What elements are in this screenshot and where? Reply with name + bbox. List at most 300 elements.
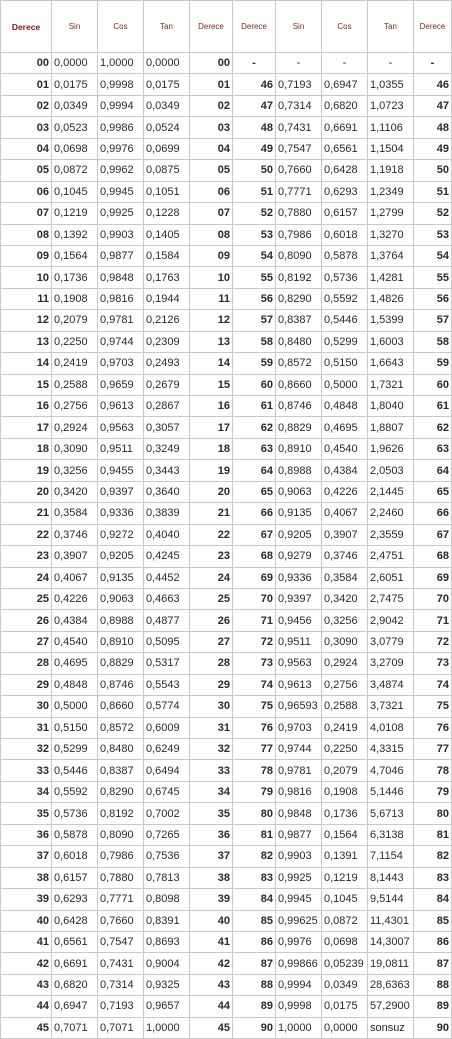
degree-cell: 82 bbox=[233, 846, 276, 867]
sin-cell: 0,5592 bbox=[52, 781, 98, 802]
cos-cell: 0,8572 bbox=[98, 717, 144, 738]
degree-cell: 50 bbox=[233, 160, 276, 181]
tan-cell: 1,8040 bbox=[368, 396, 414, 417]
degree-cell: 32 bbox=[1, 739, 52, 760]
degree-cell: 07 bbox=[1, 203, 52, 224]
degree-cell: 55 bbox=[233, 267, 276, 288]
table-row bbox=[1, 803, 452, 824]
degree-cell: 37 bbox=[1, 846, 52, 867]
degree-cell: 41 bbox=[1, 931, 52, 952]
table-row bbox=[1, 588, 452, 609]
cos-cell: 0,3584 bbox=[322, 567, 368, 588]
tan-cell: 5,6713 bbox=[368, 803, 414, 824]
table-row bbox=[1, 546, 452, 567]
degree-cell: 30 bbox=[1, 696, 52, 717]
cos-cell: 0,9744 bbox=[98, 331, 144, 352]
cos-cell: 0,9945 bbox=[98, 181, 144, 202]
degree-cell: 88 bbox=[414, 974, 452, 995]
cos-cell: 0,9063 bbox=[98, 588, 144, 609]
degree-cell: 06 bbox=[190, 181, 233, 202]
tan-cell: - bbox=[368, 53, 414, 74]
degree-cell: 23 bbox=[190, 546, 233, 567]
degree-cell: 57 bbox=[233, 310, 276, 331]
cos-cell: 0,2756 bbox=[322, 674, 368, 695]
tan-cell: 2,1445 bbox=[368, 481, 414, 502]
degree-cell: 55 bbox=[414, 267, 452, 288]
sin-cell: 0,0000 bbox=[52, 53, 98, 74]
tan-cell: sonsuz bbox=[368, 1017, 414, 1038]
tan-cell: 0,5317 bbox=[144, 653, 190, 674]
degree-cell: 41 bbox=[190, 931, 233, 952]
degree-cell: 81 bbox=[233, 824, 276, 845]
cos-cell: 0,1908 bbox=[322, 781, 368, 802]
degree-cell: 89 bbox=[233, 996, 276, 1017]
sin-cell: 0,5736 bbox=[52, 803, 98, 824]
sin-cell: 0,7547 bbox=[276, 138, 322, 159]
cos-cell: 0,4695 bbox=[322, 417, 368, 438]
degree-cell: 53 bbox=[233, 224, 276, 245]
cos-cell: 0,8387 bbox=[98, 760, 144, 781]
tan-cell: 0,1405 bbox=[144, 224, 190, 245]
degree-cell: 61 bbox=[414, 396, 452, 417]
cos-cell: 0,7771 bbox=[98, 889, 144, 910]
degree-cell: 27 bbox=[190, 631, 233, 652]
tan-cell: 0,2679 bbox=[144, 374, 190, 395]
table-row bbox=[1, 138, 452, 159]
sin-cell: 0,3746 bbox=[52, 524, 98, 545]
sin-cell: 0,1908 bbox=[52, 288, 98, 309]
sin-cell: 0,7880 bbox=[276, 203, 322, 224]
cos-cell: 0,4067 bbox=[322, 503, 368, 524]
table-row bbox=[1, 396, 452, 417]
degree-cell: 26 bbox=[190, 610, 233, 631]
degree-cell: 58 bbox=[414, 331, 452, 352]
cos-cell: 0,9986 bbox=[98, 117, 144, 138]
sin-cell: 0,3584 bbox=[52, 503, 98, 524]
degree-cell: 46 bbox=[233, 74, 276, 95]
tan-cell: 1,6003 bbox=[368, 331, 414, 352]
cos-cell: 0,5299 bbox=[322, 331, 368, 352]
table-row bbox=[1, 696, 452, 717]
cos-cell: 0,2419 bbox=[322, 717, 368, 738]
degree-cell: 90 bbox=[233, 1017, 276, 1038]
degree-cell: 35 bbox=[190, 803, 233, 824]
degree-cell: 28 bbox=[190, 653, 233, 674]
table-row bbox=[1, 310, 452, 331]
cos-cell: 0,0175 bbox=[322, 996, 368, 1017]
cos-cell: 0,7193 bbox=[98, 996, 144, 1017]
sin-cell: 0,6157 bbox=[52, 867, 98, 888]
tan-cell: 0,3057 bbox=[144, 417, 190, 438]
table-row bbox=[1, 353, 452, 374]
tan-cell: 3,7321 bbox=[368, 696, 414, 717]
degree-cell: - bbox=[233, 53, 276, 74]
sin-cell: 0,7660 bbox=[276, 160, 322, 181]
cos-cell: 0,6691 bbox=[322, 117, 368, 138]
degree-cell: 35 bbox=[1, 803, 52, 824]
cos-cell: 0,5736 bbox=[322, 267, 368, 288]
degree-cell: 01 bbox=[1, 74, 52, 95]
tan-cell: 2,7475 bbox=[368, 588, 414, 609]
table-row bbox=[1, 1017, 452, 1038]
degree-cell: 52 bbox=[233, 203, 276, 224]
degree-cell: 15 bbox=[1, 374, 52, 395]
cos-cell: 0,2079 bbox=[322, 760, 368, 781]
cos-cell: 0,5000 bbox=[322, 374, 368, 395]
sin-cell: 0,4226 bbox=[52, 588, 98, 609]
sin-cell: 0,2924 bbox=[52, 417, 98, 438]
degree-cell: 39 bbox=[190, 889, 233, 910]
degree-cell: 13 bbox=[190, 331, 233, 352]
degree-cell: 31 bbox=[190, 717, 233, 738]
sin-cell: 0,1392 bbox=[52, 224, 98, 245]
table-row bbox=[1, 674, 452, 695]
table-row bbox=[1, 974, 452, 995]
tan-cell: 1,3270 bbox=[368, 224, 414, 245]
tan-cell: 0,1944 bbox=[144, 288, 190, 309]
degree-cell: 25 bbox=[190, 588, 233, 609]
tan-cell: 0,7002 bbox=[144, 803, 190, 824]
sin-cell: 0,9456 bbox=[276, 610, 322, 631]
degree-cell: 85 bbox=[414, 910, 452, 931]
degree-cell: 14 bbox=[190, 353, 233, 374]
cos-cell: 0,8660 bbox=[98, 696, 144, 717]
tan-cell: 0,2493 bbox=[144, 353, 190, 374]
degree-cell: 40 bbox=[1, 910, 52, 931]
sin-cell: 0,9336 bbox=[276, 567, 322, 588]
table-row bbox=[1, 374, 452, 395]
degree-cell: 13 bbox=[1, 331, 52, 352]
degree-cell: 62 bbox=[414, 417, 452, 438]
degree-cell: 51 bbox=[233, 181, 276, 202]
tan-cell: 0,3839 bbox=[144, 503, 190, 524]
degree-cell: 57 bbox=[414, 310, 452, 331]
tan-cell: 0,4452 bbox=[144, 567, 190, 588]
degree-cell: 73 bbox=[414, 653, 452, 674]
cos-cell: 0,6293 bbox=[322, 181, 368, 202]
sin-cell: 0,4848 bbox=[52, 674, 98, 695]
sin-cell: - bbox=[276, 53, 322, 74]
degree-cell: 83 bbox=[233, 867, 276, 888]
tan-cell: 57,2900 bbox=[368, 996, 414, 1017]
cos-cell: 0,9659 bbox=[98, 374, 144, 395]
degree-cell: 85 bbox=[233, 910, 276, 931]
tan-cell: 0,0000 bbox=[144, 53, 190, 74]
degree-cell: 22 bbox=[1, 524, 52, 545]
cos-cell: 0,4540 bbox=[322, 438, 368, 459]
degree-cell: 86 bbox=[414, 931, 452, 952]
cos-cell: 0,7547 bbox=[98, 931, 144, 952]
tan-cell: 0,2309 bbox=[144, 331, 190, 352]
degree-cell: 76 bbox=[414, 717, 452, 738]
degree-cell: 18 bbox=[1, 438, 52, 459]
table-row bbox=[1, 267, 452, 288]
cos-cell: 0,7431 bbox=[98, 953, 144, 974]
tan-cell: 0,3249 bbox=[144, 438, 190, 459]
cos-cell: 0,1045 bbox=[322, 889, 368, 910]
cos-cell: 0,8090 bbox=[98, 824, 144, 845]
tan-cell: 0,8693 bbox=[144, 931, 190, 952]
sin-cell: 0,6820 bbox=[52, 974, 98, 995]
degree-cell: 67 bbox=[233, 524, 276, 545]
header-sin-right: Sin bbox=[276, 1, 322, 53]
degree-cell: 47 bbox=[414, 95, 452, 116]
degree-cell: 36 bbox=[1, 824, 52, 845]
cos-cell: 0,9205 bbox=[98, 546, 144, 567]
tan-cell: 0,4877 bbox=[144, 610, 190, 631]
degree-cell: 74 bbox=[414, 674, 452, 695]
header-tan-left: Tan bbox=[144, 1, 190, 53]
table-row bbox=[1, 481, 452, 502]
table-row bbox=[1, 203, 452, 224]
degree-cell: 26 bbox=[1, 610, 52, 631]
degree-cell: 38 bbox=[1, 867, 52, 888]
degree-cell: 40 bbox=[190, 910, 233, 931]
sin-cell: 0,8988 bbox=[276, 460, 322, 481]
degree-cell: 42 bbox=[1, 953, 52, 974]
sin-cell: 0,1736 bbox=[52, 267, 98, 288]
table-row bbox=[1, 74, 452, 95]
tan-cell: 1,3764 bbox=[368, 245, 414, 266]
sin-cell: 0,8746 bbox=[276, 396, 322, 417]
table-row bbox=[1, 53, 452, 74]
degree-cell: 81 bbox=[414, 824, 452, 845]
degree-cell: 45 bbox=[1, 1017, 52, 1038]
degree-cell: 66 bbox=[233, 503, 276, 524]
degree-cell: 63 bbox=[414, 438, 452, 459]
sin-cell: 0,9613 bbox=[276, 674, 322, 695]
sin-cell: 0,2588 bbox=[52, 374, 98, 395]
tan-cell: 1,1106 bbox=[368, 117, 414, 138]
degree-cell: 31 bbox=[1, 717, 52, 738]
degree-cell: 10 bbox=[1, 267, 52, 288]
tan-cell: 6,3138 bbox=[368, 824, 414, 845]
cos-cell: 0,4848 bbox=[322, 396, 368, 417]
tan-cell: 1,6643 bbox=[368, 353, 414, 374]
sin-cell: 0,4540 bbox=[52, 631, 98, 652]
sin-cell: 0,6428 bbox=[52, 910, 98, 931]
cos-cell: 0,6561 bbox=[322, 138, 368, 159]
cos-cell: 0,2924 bbox=[322, 653, 368, 674]
table-row bbox=[1, 953, 452, 974]
sin-cell: 0,1564 bbox=[52, 245, 98, 266]
cos-cell: 0,9781 bbox=[98, 310, 144, 331]
cos-cell: 0,8192 bbox=[98, 803, 144, 824]
sin-cell: 0,9925 bbox=[276, 867, 322, 888]
tan-cell: 0,5095 bbox=[144, 631, 190, 652]
cos-cell: 0,4226 bbox=[322, 481, 368, 502]
degree-cell: 47 bbox=[233, 95, 276, 116]
tan-cell: 28,6363 bbox=[368, 974, 414, 995]
degree-cell: 56 bbox=[414, 288, 452, 309]
cos-cell: 0,1564 bbox=[322, 824, 368, 845]
sin-cell: 0,5446 bbox=[52, 760, 98, 781]
cos-cell: 0,9563 bbox=[98, 417, 144, 438]
header-cos-left: Cos bbox=[98, 1, 144, 53]
header-tan-right: Tan bbox=[368, 1, 414, 53]
cos-cell: 0,6820 bbox=[322, 95, 368, 116]
cos-cell: 0,8480 bbox=[98, 739, 144, 760]
sin-cell: 0,8480 bbox=[276, 331, 322, 352]
degree-cell: 02 bbox=[190, 95, 233, 116]
sin-cell: 0,9998 bbox=[276, 996, 322, 1017]
tan-cell: 5,1446 bbox=[368, 781, 414, 802]
cos-cell: 0,6018 bbox=[322, 224, 368, 245]
tan-cell: 0,1584 bbox=[144, 245, 190, 266]
cos-cell: 0,9703 bbox=[98, 353, 144, 374]
tan-cell: 0,4663 bbox=[144, 588, 190, 609]
table-row bbox=[1, 524, 452, 545]
tan-cell: 0,9004 bbox=[144, 953, 190, 974]
sin-cell: 0,8192 bbox=[276, 267, 322, 288]
degree-cell: 05 bbox=[190, 160, 233, 181]
degree-cell: 24 bbox=[1, 567, 52, 588]
degree-cell: 29 bbox=[1, 674, 52, 695]
table-row bbox=[1, 846, 452, 867]
tan-cell: 0,0875 bbox=[144, 160, 190, 181]
degree-cell: 10 bbox=[190, 267, 233, 288]
degree-cell: 70 bbox=[414, 588, 452, 609]
sin-cell: 0,96593 bbox=[276, 696, 322, 717]
tan-cell: 0,1051 bbox=[144, 181, 190, 202]
tan-cell: 0,4040 bbox=[144, 524, 190, 545]
degree-cell: 46 bbox=[414, 74, 452, 95]
sin-cell: 0,5878 bbox=[52, 824, 98, 845]
tan-cell: 1,0723 bbox=[368, 95, 414, 116]
degree-cell: 80 bbox=[233, 803, 276, 824]
sin-cell: 0,8910 bbox=[276, 438, 322, 459]
sin-cell: 0,4384 bbox=[52, 610, 98, 631]
degree-cell: 80 bbox=[414, 803, 452, 824]
degree-cell: 11 bbox=[190, 288, 233, 309]
degree-cell: 72 bbox=[414, 631, 452, 652]
cos-cell: 0,9976 bbox=[98, 138, 144, 159]
degree-cell: 49 bbox=[233, 138, 276, 159]
degree-cell: 70 bbox=[233, 588, 276, 609]
table-row bbox=[1, 438, 452, 459]
degree-cell: 44 bbox=[190, 996, 233, 1017]
header-row bbox=[1, 1, 452, 53]
sin-cell: 0,8387 bbox=[276, 310, 322, 331]
cos-cell: 0,5446 bbox=[322, 310, 368, 331]
sin-cell: 0,0349 bbox=[52, 95, 98, 116]
cos-cell: 0,1391 bbox=[322, 846, 368, 867]
header-sin-left: Sin bbox=[52, 1, 98, 53]
tan-cell: 1,7321 bbox=[368, 374, 414, 395]
header-degree-left: Derece bbox=[1, 1, 52, 53]
degree-cell: 64 bbox=[233, 460, 276, 481]
tan-cell: 1,2799 bbox=[368, 203, 414, 224]
degree-cell: 43 bbox=[1, 974, 52, 995]
degree-cell: 02 bbox=[1, 95, 52, 116]
tan-cell: 4,7046 bbox=[368, 760, 414, 781]
table-row bbox=[1, 610, 452, 631]
tan-cell: 2,9042 bbox=[368, 610, 414, 631]
table-row bbox=[1, 245, 452, 266]
sin-cell: 0,8572 bbox=[276, 353, 322, 374]
degree-cell: 11 bbox=[1, 288, 52, 309]
cos-cell: 0,4384 bbox=[322, 460, 368, 481]
cos-cell: 0,0000 bbox=[322, 1017, 368, 1038]
tan-cell: 9,5144 bbox=[368, 889, 414, 910]
tan-cell: 0,4245 bbox=[144, 546, 190, 567]
degree-cell: 61 bbox=[233, 396, 276, 417]
degree-cell: 19 bbox=[1, 460, 52, 481]
degree-cell: - bbox=[414, 53, 452, 74]
degree-cell: 48 bbox=[233, 117, 276, 138]
tan-cell: 0,7813 bbox=[144, 867, 190, 888]
sin-cell: 0,99625 bbox=[276, 910, 322, 931]
table-row bbox=[1, 117, 452, 138]
degree-cell: 14 bbox=[1, 353, 52, 374]
tan-cell: 1,4826 bbox=[368, 288, 414, 309]
degree-cell: 19 bbox=[190, 460, 233, 481]
degree-cell: 49 bbox=[414, 138, 452, 159]
degree-cell: 16 bbox=[190, 396, 233, 417]
tan-cell: 0,2867 bbox=[144, 396, 190, 417]
degree-cell: 00 bbox=[190, 53, 233, 74]
sin-cell: 0,2419 bbox=[52, 353, 98, 374]
cos-cell: 0,1219 bbox=[322, 867, 368, 888]
tan-cell: 2,2460 bbox=[368, 503, 414, 524]
cos-cell: 0,9336 bbox=[98, 503, 144, 524]
degree-cell: 51 bbox=[414, 181, 452, 202]
degree-cell: 01 bbox=[190, 74, 233, 95]
header-degree-mid-right: Derece bbox=[233, 1, 276, 53]
sin-cell: 0,9976 bbox=[276, 931, 322, 952]
sin-cell: 0,8090 bbox=[276, 245, 322, 266]
cos-cell: 0,1736 bbox=[322, 803, 368, 824]
tan-cell: 3,4874 bbox=[368, 674, 414, 695]
degree-cell: 56 bbox=[233, 288, 276, 309]
degree-cell: 48 bbox=[414, 117, 452, 138]
cos-cell: 0,8910 bbox=[98, 631, 144, 652]
tan-cell: 8,1443 bbox=[368, 867, 414, 888]
degree-cell: 07 bbox=[190, 203, 233, 224]
cos-cell: 0,7986 bbox=[98, 846, 144, 867]
degree-cell: 32 bbox=[190, 739, 233, 760]
table-row bbox=[1, 160, 452, 181]
degree-cell: 22 bbox=[190, 524, 233, 545]
degree-cell: 72 bbox=[233, 631, 276, 652]
degree-cell: 66 bbox=[414, 503, 452, 524]
table-row bbox=[1, 653, 452, 674]
tan-cell: 0,0349 bbox=[144, 95, 190, 116]
tan-cell: 0,0524 bbox=[144, 117, 190, 138]
degree-cell: 15 bbox=[190, 374, 233, 395]
sin-cell: 0,5150 bbox=[52, 717, 98, 738]
cos-cell: 0,9877 bbox=[98, 245, 144, 266]
degree-cell: 04 bbox=[190, 138, 233, 159]
degree-cell: 20 bbox=[1, 481, 52, 502]
degree-cell: 54 bbox=[414, 245, 452, 266]
degree-cell: 33 bbox=[1, 760, 52, 781]
sin-cell: 0,5299 bbox=[52, 739, 98, 760]
sin-cell: 0,9703 bbox=[276, 717, 322, 738]
sin-cell: 0,6561 bbox=[52, 931, 98, 952]
sin-cell: 0,4067 bbox=[52, 567, 98, 588]
degree-cell: 65 bbox=[414, 481, 452, 502]
table-row bbox=[1, 631, 452, 652]
sin-cell: 0,6018 bbox=[52, 846, 98, 867]
table-row bbox=[1, 181, 452, 202]
cos-cell: 0,3746 bbox=[322, 546, 368, 567]
sin-cell: 0,9511 bbox=[276, 631, 322, 652]
degree-cell: 34 bbox=[190, 781, 233, 802]
sin-cell: 0,0523 bbox=[52, 117, 98, 138]
cos-cell: 0,9994 bbox=[98, 95, 144, 116]
degree-cell: 12 bbox=[190, 310, 233, 331]
